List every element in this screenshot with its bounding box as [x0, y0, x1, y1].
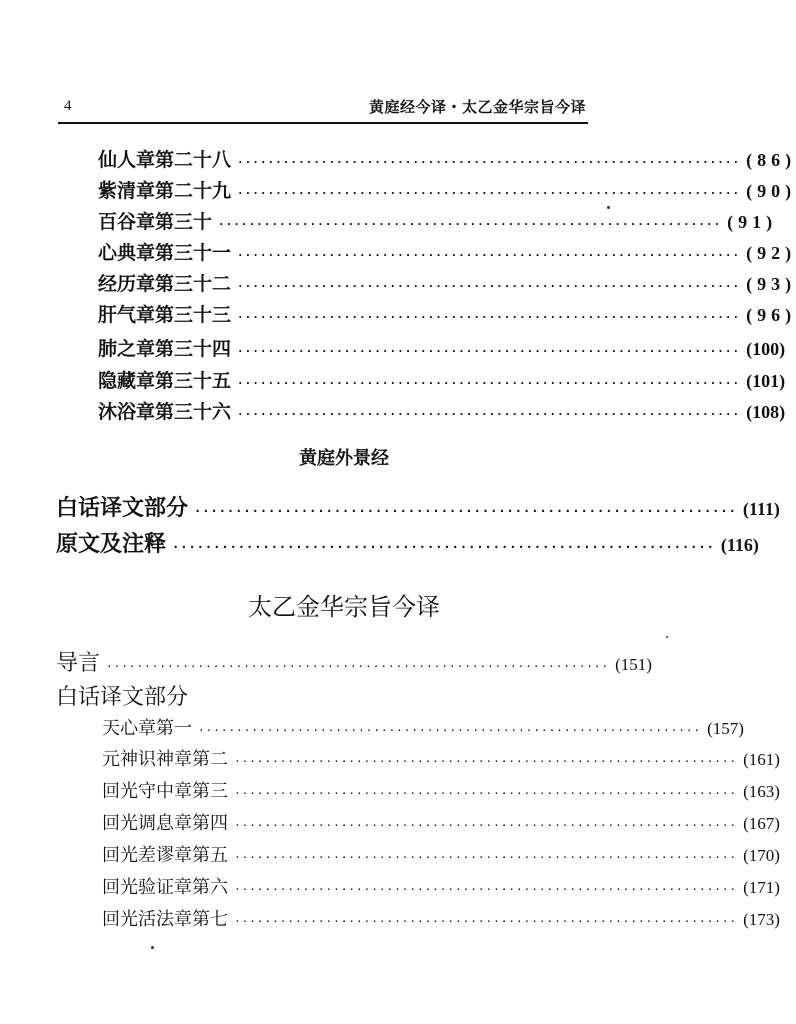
- toc-entry[interactable]: [98, 366, 786, 393]
- toc-entry[interactable]: [102, 745, 780, 771]
- toc-subheading-title: 白话译文部分: [56, 685, 189, 710]
- toc-entry-title: 元神识神章第二: [102, 749, 228, 770]
- dot-leader: ··································································: [106, 660, 610, 673]
- toc-entry[interactable]: [56, 491, 780, 522]
- toc-entry-page: (171): [743, 878, 780, 897]
- dot-leader: ··································································: [237, 280, 741, 293]
- toc-entry[interactable]: [102, 777, 780, 803]
- toc-entry-page: (163): [743, 782, 780, 801]
- toc-entry-page: (86): [746, 150, 796, 170]
- toc-entry-title: 回光调息章第四: [102, 813, 228, 834]
- toc-entry-title: 白话译文部分: [56, 496, 189, 521]
- scan-speck: [607, 206, 610, 209]
- toc-entry-page: (167): [743, 814, 780, 833]
- toc-entry-title: 仙人章第二十八: [98, 149, 232, 171]
- dot-leader: ··································································: [237, 156, 741, 169]
- toc-entry[interactable]: [98, 238, 796, 265]
- section-heading: 太乙金华宗旨今译: [248, 593, 440, 621]
- toc-entry-title: 天心章第一: [102, 718, 192, 739]
- toc-entry-page: (108): [746, 402, 786, 422]
- toc-entry-page: (100): [746, 339, 786, 359]
- toc-entry-page: (90): [746, 181, 796, 201]
- toc-entry[interactable]: [102, 905, 780, 931]
- section-heading: 黄庭外景经: [299, 448, 389, 469]
- dot-leader: ··································································: [194, 504, 737, 518]
- dot-leader: ··································································: [234, 851, 738, 864]
- dot-leader: ··································································: [237, 311, 741, 324]
- toc-entry-page: (111): [742, 499, 780, 519]
- toc-entry-page: (151): [615, 655, 652, 674]
- toc-entry-page: (96): [746, 305, 796, 325]
- toc-subheading: [56, 680, 583, 711]
- toc-entry-page: (92): [746, 243, 796, 263]
- toc-entry-title: 肺之章第三十四: [98, 338, 232, 360]
- toc-entry-title: 紫清章第二十九: [98, 180, 232, 202]
- toc-entry[interactable]: [98, 145, 796, 172]
- toc-entry[interactable]: [98, 176, 796, 203]
- toc-entry-page: (101): [746, 371, 786, 391]
- scan-speck: [666, 636, 668, 638]
- toc-entry-title: 回光差谬章第五: [102, 845, 228, 866]
- toc-entry-title: 沐浴章第三十六: [98, 401, 232, 423]
- toc-entry[interactable]: [102, 841, 780, 867]
- toc-entry[interactable]: [98, 269, 796, 296]
- dot-leader: ··································································: [234, 819, 738, 832]
- toc-entry-title: 导言: [56, 651, 101, 676]
- running-title: 黄庭经今译・太乙金华宗旨今译: [368, 98, 586, 116]
- dot-leader: ··································································: [198, 724, 702, 737]
- scan-speck: [151, 946, 154, 949]
- dot-leader: ··································································: [237, 377, 741, 390]
- dot-leader: ··································································: [234, 915, 738, 928]
- dot-leader: ··································································: [237, 249, 741, 262]
- page-number: 4: [64, 98, 72, 114]
- toc-entry[interactable]: [56, 527, 759, 558]
- dot-leader: ··································································: [234, 883, 738, 896]
- toc-entry-page: (91): [727, 212, 778, 232]
- toc-entry[interactable]: [98, 300, 796, 327]
- page-header: [58, 96, 588, 124]
- toc-entry-page: (93): [746, 274, 796, 294]
- dot-leader: ··································································: [218, 218, 722, 231]
- dot-leader: ··································································: [237, 345, 741, 358]
- toc-entry-page: (161): [743, 750, 780, 769]
- toc-entry-title: 心典章第三十一: [98, 242, 232, 264]
- toc-entry-title: 百谷章第三十: [98, 211, 213, 233]
- toc-entry-title: 原文及注释: [56, 532, 167, 557]
- toc-entry-page: (116): [720, 535, 759, 555]
- toc-entry-title: 回光守中章第三: [102, 781, 228, 802]
- dot-leader: ··································································: [237, 408, 741, 421]
- toc-entry-title: 回光验证章第六: [102, 877, 228, 898]
- dot-leader: ··································································: [172, 540, 715, 554]
- toc-entry-page: (173): [743, 910, 780, 929]
- toc-entry-title: 回光活法章第七: [102, 909, 228, 930]
- toc-entry[interactable]: [102, 714, 744, 740]
- toc-entry-page: (157): [707, 719, 744, 738]
- toc-entry-title: 肝气章第三十三: [98, 304, 232, 326]
- toc-entry-page: (170): [743, 846, 780, 865]
- dot-leader: ··································································: [234, 755, 738, 768]
- dot-leader: ··································································: [234, 787, 738, 800]
- toc-entry-title: 经历章第三十二: [98, 273, 232, 295]
- toc-entry[interactable]: [98, 207, 778, 234]
- toc-entry[interactable]: [102, 809, 780, 835]
- toc-entry[interactable]: [98, 397, 786, 424]
- toc-entry[interactable]: [102, 873, 780, 899]
- toc-entry-title: 隐藏章第三十五: [98, 370, 232, 392]
- dot-leader: ··································································: [237, 187, 741, 200]
- toc-entry[interactable]: [56, 646, 652, 677]
- toc-entry[interactable]: [98, 334, 786, 361]
